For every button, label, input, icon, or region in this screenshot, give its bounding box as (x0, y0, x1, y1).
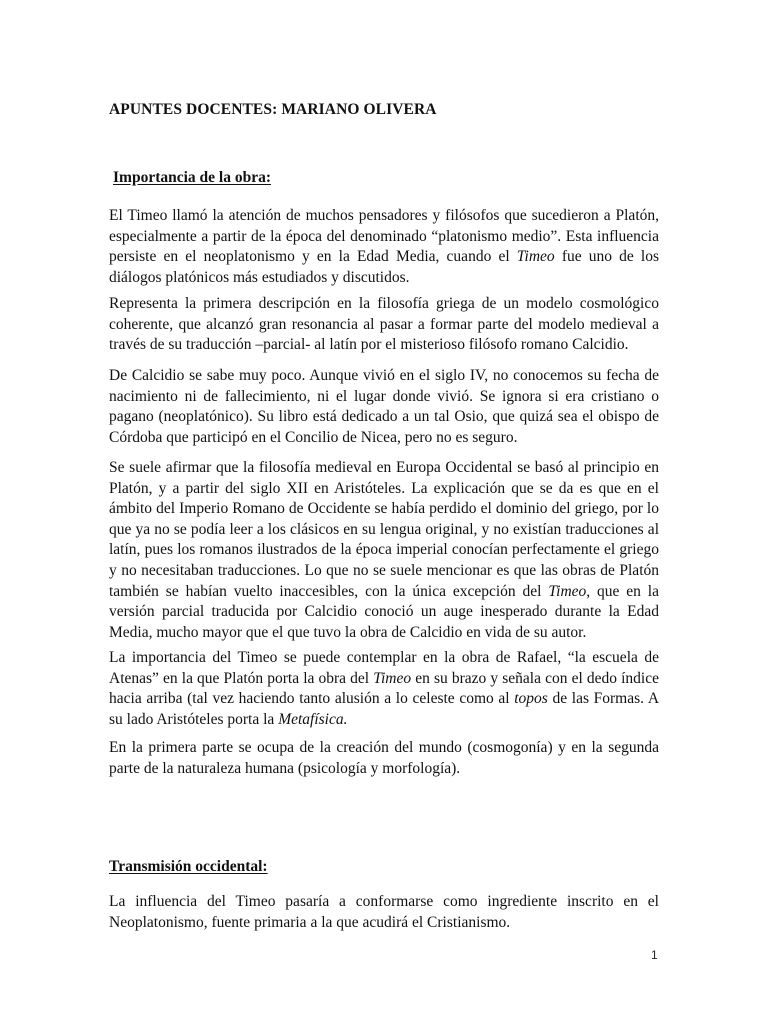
text-run: , que en la versión parcial traducida por Calcidio conoció un auge inesperado durante la Edad Media, mucho mayor que el que tuvo la obra de Calcidio en vida de su autor. (109, 582, 659, 641)
section-heading-importancia: Importancia de la obra: (113, 169, 272, 186)
paragraph-importancia-3 (109, 366, 659, 448)
paragraph-importancia-2 (109, 294, 659, 356)
page-number: 1 (651, 948, 658, 962)
section-heading-transmision: Transmisión occidental: (109, 858, 268, 875)
italic-text-run: Timeo (373, 669, 412, 687)
document-title: APUNTES DOCENTES: MARIANO OLIVERA (109, 101, 437, 118)
text-run: Representa la primera descripción en la filosofía griega de un modelo cosmológico coherente, que alcanzó gran resonancia al pasar a formar parte del modelo medieval a través de su traducción –parcial- al latín por el misterioso filósofo romano Calcidio. (109, 295, 659, 354)
italic-text-run: Metafísica. (278, 710, 348, 728)
text-run: En la primera parte se ocupa de la creación del mundo (cosmogonía) y en la segunda parte de la naturaleza humana (psicología y morfología). (109, 739, 659, 777)
paragraph-importancia-1 (109, 206, 659, 288)
paragraph-importancia-6 (109, 738, 659, 779)
text-run: en su brazo y señala con el dedo índice hacia arriba (tal vez haciendo tanto alusión a lo celeste como al (109, 669, 659, 708)
text-run: de las Formas. A su lado Aristóteles porta la (109, 690, 660, 728)
text-run: La influencia del Timeo pasaría a conformarse como ingrediente inscrito en el Neoplatonismo, fuente primaria a la que acudirá el Cristianismo. (109, 893, 659, 931)
italic-text-run: Timeo (548, 582, 587, 600)
text-run: La importancia del Timeo se puede contemplar en la obra de Rafael, “la escuela de Atenas” en la que Platón porta la obra del (109, 649, 659, 687)
italic-text-run: Timeo (516, 248, 555, 266)
paragraph-transmision-1 (109, 892, 659, 933)
italic-text-run: topos (514, 690, 548, 708)
text-run: fue uno de los diálogos platónicos más estudiados y discutidos. (109, 248, 659, 286)
text-run: Se suele afirmar que la filosofía medieval en Europa Occidental se basó al principio en Platón, y a partir del siglo XII en Aristóteles. La explicación que se da es que en el ámbito del Imperio Romano de Occidente se había perdido el dominio del griego, por lo que ya no se podía leer a los clásicos en su lengua original, y no existían traducciones al latín, pues los romanos ilustrados de la época imperial conocían perfectamente el griego y no necesitaban traducciones. Lo que no se suele mencionar es que las obras de Platón también se habían vuelto inaccesibles, con la única excepción del (109, 459, 659, 600)
paragraph-importancia-4 (109, 458, 659, 643)
paragraph-importancia-5 (109, 648, 659, 730)
text-run: El Timeo llamó la atención de muchos pensadores y filósofos que sucedieron a Platón, especialmente a partir de la época del denominado “platonismo medio”. Esta influencia persiste en el neoplatonismo y en la Edad Media, cuando el (109, 207, 659, 266)
text-run: De Calcidio se sabe muy poco. Aunque vivió en el siglo IV, no conocemos su fecha de nacimiento ni de fallecimiento, ni el lugar donde vivió. Se ignora si era cristiano o pagano (neoplatónico). Su libro está dedicado a un tal Osio, que quizá sea el obispo de Córdoba que participó en el Concilio de Nicea, pero no es seguro. (109, 367, 659, 446)
